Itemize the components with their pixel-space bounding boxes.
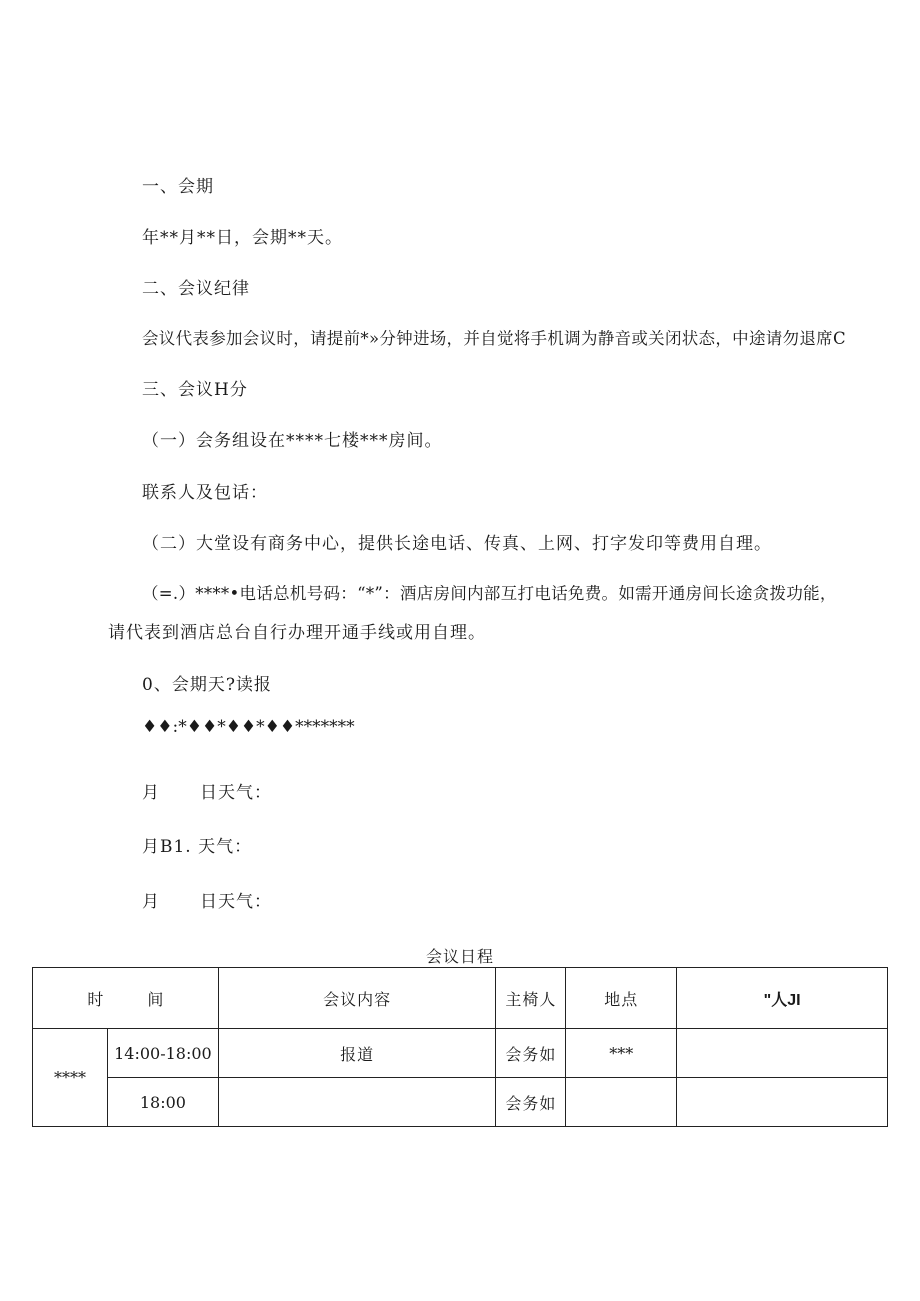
weather-line-3 <box>142 891 272 913</box>
section-2-heading: 二、会议纪律 <box>142 279 250 299</box>
row-2-content <box>218 1078 496 1127</box>
row-1-place: *** <box>566 1029 677 1078</box>
header-other: "人JI <box>677 968 888 1029</box>
weather-3-rest: 日天气： <box>200 892 272 912</box>
row-1-host: 会务如 <box>496 1029 566 1078</box>
section-1-text: 年**月**日，会期**天。 <box>142 228 343 248</box>
row-1-time: 14:00-18:00 <box>107 1029 218 1078</box>
weather-line-2: 月B1. 天气： <box>142 837 253 857</box>
section-4-code: ♦♦:*♦♦*♦♦*♦♦******* <box>142 717 355 737</box>
row-2-place <box>566 1078 677 1127</box>
section-3-item-3-line-1: （=.）****•电话总机号码：“*”：酒店房间内部互打电话免费。如需开通房间长途贪拨功能， <box>142 584 837 603</box>
row-1-other <box>677 1029 888 1078</box>
section-4-heading: 0、会期天?读报 <box>142 675 272 695</box>
header-place: 地点 <box>566 968 677 1029</box>
schedule-date-cell: **** <box>33 1029 108 1127</box>
row-2-time: 18:00 <box>107 1078 218 1127</box>
section-3-heading: 三、会议H分 <box>142 380 248 400</box>
weather-1-month: 月 <box>142 783 160 803</box>
schedule-header-row <box>33 968 888 1029</box>
row-2-other <box>677 1078 888 1127</box>
section-3-item-1: （一）会务组设在****七楼***房间。 <box>142 431 443 451</box>
header-time-char-1: 时 <box>87 989 104 1009</box>
header-time <box>33 968 219 1029</box>
section-1-heading: 一、会期 <box>142 177 214 197</box>
weather-line-1 <box>142 782 272 804</box>
row-2-host: 会务如 <box>496 1078 566 1127</box>
row-1-content: 报道 <box>218 1029 496 1078</box>
header-host: 主椅人 <box>496 968 566 1029</box>
header-time-char-2: 间 <box>147 989 164 1009</box>
table-row <box>33 1078 888 1127</box>
weather-3-month: 月 <box>142 892 160 912</box>
section-2-text: 会议代表参加会议时，请提前*»分钟进场，并自觉将手机调为静音或关闭状态，中途请勿退席C <box>142 329 846 348</box>
table-row <box>33 1029 888 1078</box>
weather-1-rest: 日天气： <box>200 783 272 803</box>
schedule-title: 会议日程 <box>425 947 494 966</box>
schedule-table <box>32 967 888 1127</box>
section-3-item-2: （二）大堂设有商务中心，提供长途电话、传真、上网、打字发印等费用自理。 <box>142 534 772 554</box>
header-content: 会议内容 <box>218 968 496 1029</box>
section-3-contact: 联系人及包话： <box>142 483 268 503</box>
section-3-item-3-line-2: 请代表到酒店总台自行办理开通手线或用自理。 <box>108 623 486 643</box>
